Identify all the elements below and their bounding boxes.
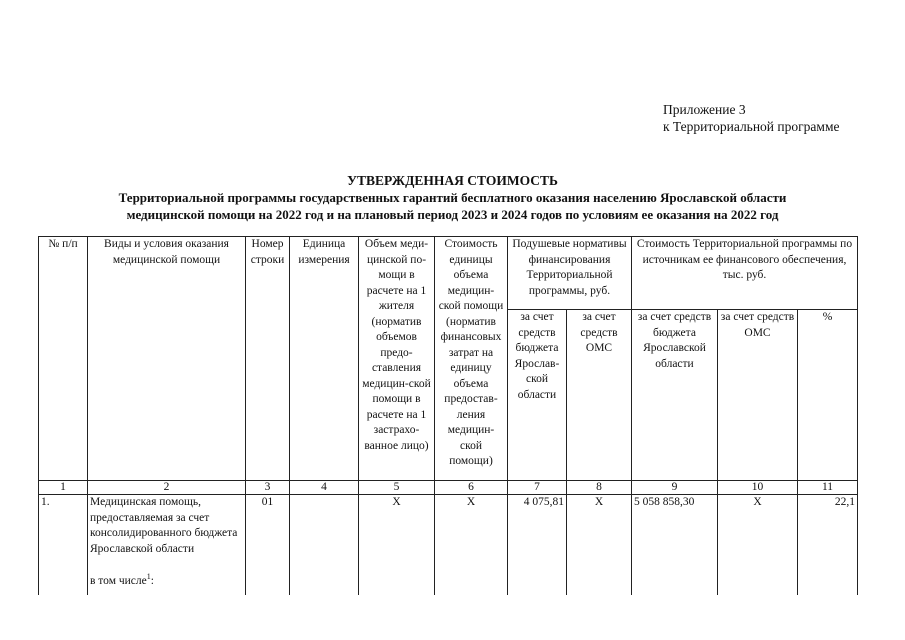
header-per-capita-oms: за счет средств ОМС [567, 310, 632, 481]
header-unit-cost: Стоимость единицы объема медицин-ской помощи (норматив финансовых затрат на единицу объема предостав-ления медицин-ской помощи) [435, 237, 508, 481]
row-description [88, 495, 246, 596]
header-volume: Объем меди-цинской по-мощи в расчете на 1 жителя (норматив объемов предо-ставления медицин-ской помощи в расчете на 1 застрахо-ванное лицо) [359, 237, 435, 481]
row-program-cost-oms: Х [718, 495, 798, 596]
column-number: 10 [718, 481, 798, 495]
cost-table [38, 236, 858, 595]
title-line-3: медицинской помощи на 2022 год и на плановый период 2023 и 2024 годов по условиям ее оказания на 2022 год [126, 207, 779, 222]
header-program-cost: Стоимость Территориальной программы по источникам ее финансового обеспечения, тыс. руб. [632, 237, 858, 310]
column-numbers-row [39, 481, 858, 495]
row-including-colon: : [150, 575, 154, 587]
column-number: 8 [567, 481, 632, 495]
header-program-cost-budget: за счет средств бюджета Ярославской области [632, 310, 718, 481]
column-number: 11 [798, 481, 858, 495]
row-program-cost-pct: 22,1 [798, 495, 858, 596]
column-number: 9 [632, 481, 718, 495]
column-number: 4 [290, 481, 359, 495]
header-per-capita-budget: за счет средств бюджета Ярослав-ской области [508, 310, 567, 481]
row-including [90, 574, 243, 590]
header-program-cost-oms: за счет средств ОМС [718, 310, 798, 481]
row-num: 1. [39, 495, 88, 596]
appendix-line-1: Приложение 3 [663, 102, 746, 117]
row-volume: Х [359, 495, 435, 596]
header-row-number: Номер строки [246, 237, 290, 481]
column-number: 1 [39, 481, 88, 495]
column-number: 6 [435, 481, 508, 495]
column-number: 3 [246, 481, 290, 495]
footnote-marker: 1 [146, 572, 151, 582]
title-main: УТВЕРЖДЕННАЯ СТОИМОСТЬ [347, 173, 558, 188]
header-num: № п/п [39, 237, 88, 481]
column-number: 7 [508, 481, 567, 495]
appendix-line-2: к Территориальной программе [663, 119, 840, 134]
header-types: Виды и условия оказания медицинской помощи [88, 237, 246, 481]
table-row [39, 495, 858, 596]
column-number: 2 [88, 481, 246, 495]
header-unit: Единица измерения [290, 237, 359, 481]
column-number: 5 [359, 481, 435, 495]
row-unit [290, 495, 359, 596]
row-unit-cost: Х [435, 495, 508, 596]
row-number: 01 [246, 495, 290, 596]
row-including-text: в том числе [90, 575, 147, 587]
row-program-cost-budget: 5 058 858,30 [632, 495, 718, 596]
document-title [0, 172, 905, 223]
header-program-cost-pct: % [798, 310, 858, 481]
row-per-capita-budget: 4 075,81 [508, 495, 567, 596]
title-line-2: Территориальной программы государственных гарантий бесплатного оказания населению Ярославской области [118, 190, 787, 205]
header-per-capita: Подушевые нормативы финансирования Территориальной программы, руб. [508, 237, 632, 310]
row-desc-text: Медицинская помощь, предоставляемая за счет консолидированного бюджета Ярославской области [90, 496, 238, 555]
row-per-capita-oms: Х [567, 495, 632, 596]
appendix-heading [663, 101, 840, 135]
